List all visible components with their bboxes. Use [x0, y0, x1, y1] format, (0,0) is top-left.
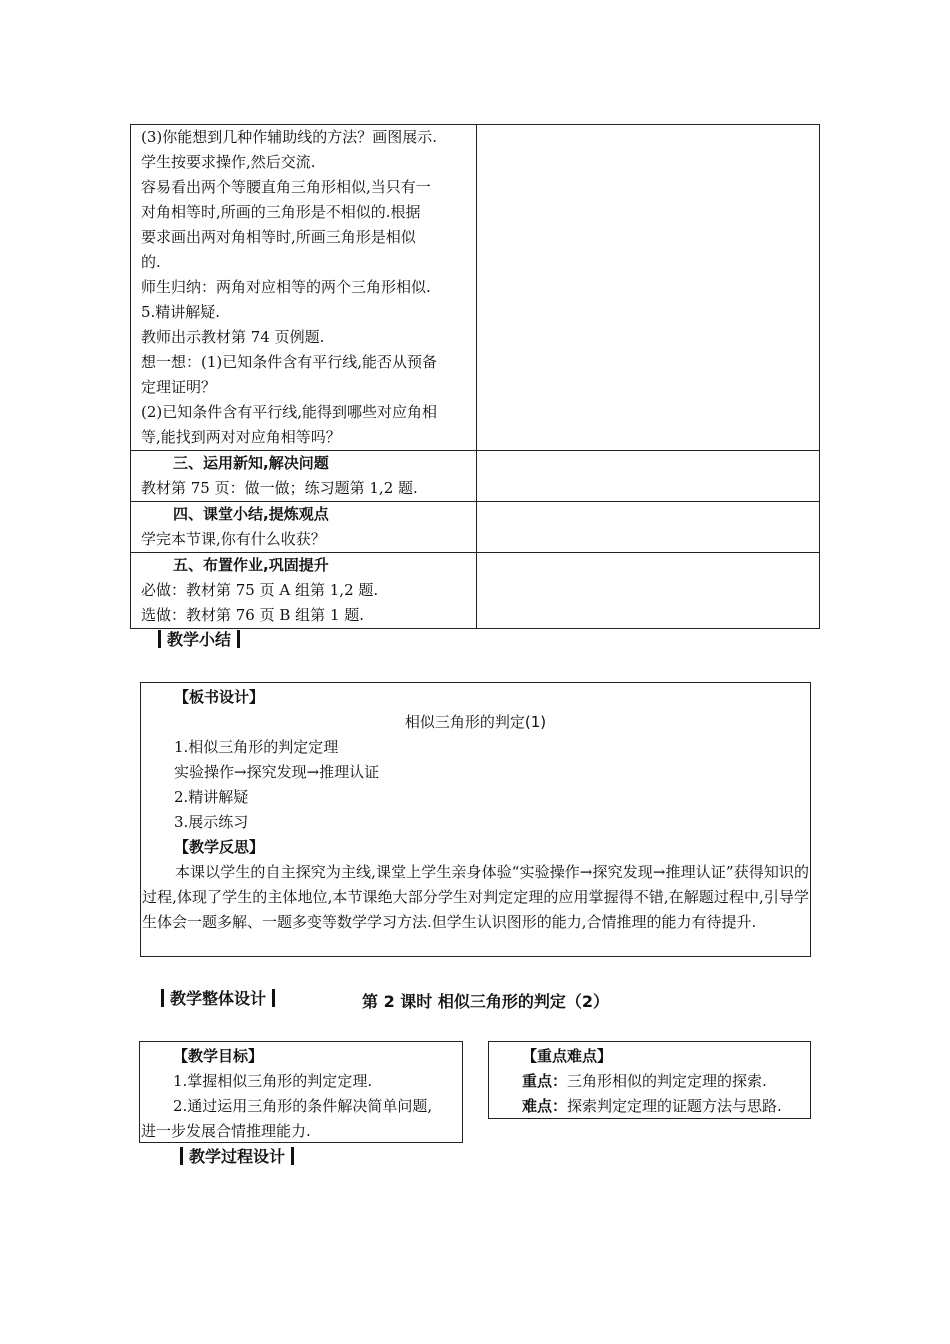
overall-design-header: [161, 988, 275, 1010]
header-bar: [272, 989, 275, 1007]
board-design-label: 【板书设计】: [174, 688, 265, 706]
header-bar: [161, 989, 164, 1007]
hard-text: 探索判定定理的证题方法与思路.: [567, 1097, 782, 1115]
text-line: 的.: [141, 253, 161, 271]
reflection-text: 本课以学生的自主探究为主线,课堂上学生亲身体验“实验操作→探究发现→推理认证”获得知识的过程,体现了学生的主体地位,本节课绝大部分学生对判定定理的应用掌握得不错,在解题过程中,引导学生体会一题多解、一题多变等数学学习方法.但学生认识图形的能力,合情推理的能力有待提升.: [142, 863, 809, 931]
text-line: 必做：教材第 75 页 A 组第 1,2 题.: [141, 581, 379, 599]
difficult-point-line: [489, 1094, 810, 1119]
text-line: 教师出示教材第 74 页例题.: [141, 328, 325, 346]
lesson-title: 第 2 课时 相似三角形的判定（2）: [362, 992, 609, 1011]
text-line: 要求画出两对角相等时,所画三角形是相似: [141, 228, 416, 246]
notes-cell: [477, 451, 820, 502]
summary-box: [140, 682, 811, 957]
process-cell: [131, 502, 477, 553]
text-line: 想一想：(1)已知条件含有平行线,能否从预备: [141, 353, 438, 371]
text-line: 学生按要求操作,然后交流.: [141, 153, 316, 171]
key-point-line: [489, 1069, 810, 1094]
notes-cell: [477, 553, 820, 629]
text-line: 容易看出两个等腰直角三角形相似,当只有一: [141, 178, 431, 196]
key-points-box: [488, 1041, 811, 1119]
text-line: 等,能找到两对对应角相等吗？: [141, 428, 341, 446]
process-cell: [131, 553, 477, 629]
goal-line: 2.通过运用三角形的条件解决简单问题,: [173, 1097, 433, 1115]
notes-cell: [477, 125, 820, 451]
goals-box: [139, 1041, 463, 1143]
header-bar: [291, 1147, 294, 1165]
text-line: 教材第 75 页：做一做；练习题第 1,2 题.: [141, 479, 418, 497]
goal-line: 1.掌握相似三角形的判定定理.: [173, 1072, 373, 1090]
text-line: 5.精讲解疑.: [141, 303, 221, 321]
table-row: [131, 553, 820, 629]
text-line: 选做：教材第 76 页 B 组第 1 题.: [141, 606, 365, 624]
board-line: 3.展示练习: [174, 813, 249, 831]
section-heading: 三、运用新知,解决问题: [173, 454, 329, 472]
notes-cell: [477, 502, 820, 553]
process-header: [180, 1146, 294, 1168]
board-line: 1.相似三角形的判定定理: [174, 738, 339, 756]
key-points-label: 【重点难点】: [522, 1047, 613, 1065]
header-bar: [158, 630, 161, 648]
process-cell: [131, 125, 477, 451]
text-line: (2)已知条件含有平行线,能得到哪些对应角相: [141, 403, 438, 421]
process-cell: [131, 451, 477, 502]
overall-header-text: 教学整体设计: [170, 989, 267, 1008]
goal-line: 进一步发展合情推理能力.: [141, 1122, 311, 1140]
header-bar: [180, 1147, 183, 1165]
section-heading: 五、布置作业,巩固提升: [173, 556, 329, 574]
board-line: 2.精讲解疑: [174, 788, 249, 806]
board-line: 实验操作→探究发现→推理认证: [174, 763, 380, 781]
text-line: (3)你能想到几种作辅助线的方法？画图展示.: [141, 128, 438, 146]
reflection-label: 【教学反思】: [174, 838, 265, 856]
table-row: [131, 451, 820, 502]
key-text: 三角形相似的判定定理的探索.: [567, 1072, 767, 1090]
process-table: [130, 124, 820, 629]
board-title: 相似三角形的判定(1): [404, 713, 547, 731]
text-line: 师生归纳：两角对应相等的两个三角形相似.: [141, 278, 431, 296]
process-header-text: 教学过程设计: [189, 1147, 286, 1166]
header-bar: [237, 630, 240, 648]
text-line: 定理证明？: [141, 378, 217, 396]
hard-label: 难点：: [522, 1097, 568, 1115]
table-row: [131, 502, 820, 553]
section-heading: 四、课堂小结,提炼观点: [173, 505, 329, 523]
summary-header: [158, 629, 240, 651]
key-label: 重点：: [522, 1072, 568, 1090]
text-line: 学完本节课,你有什么收获？: [141, 530, 326, 548]
summary-header-text: 教学小结: [167, 630, 232, 649]
table-row: [131, 125, 820, 451]
text-line: 对角相等时,所画的三角形是不相似的.根据: [141, 203, 421, 221]
goals-label: 【教学目标】: [173, 1047, 264, 1065]
